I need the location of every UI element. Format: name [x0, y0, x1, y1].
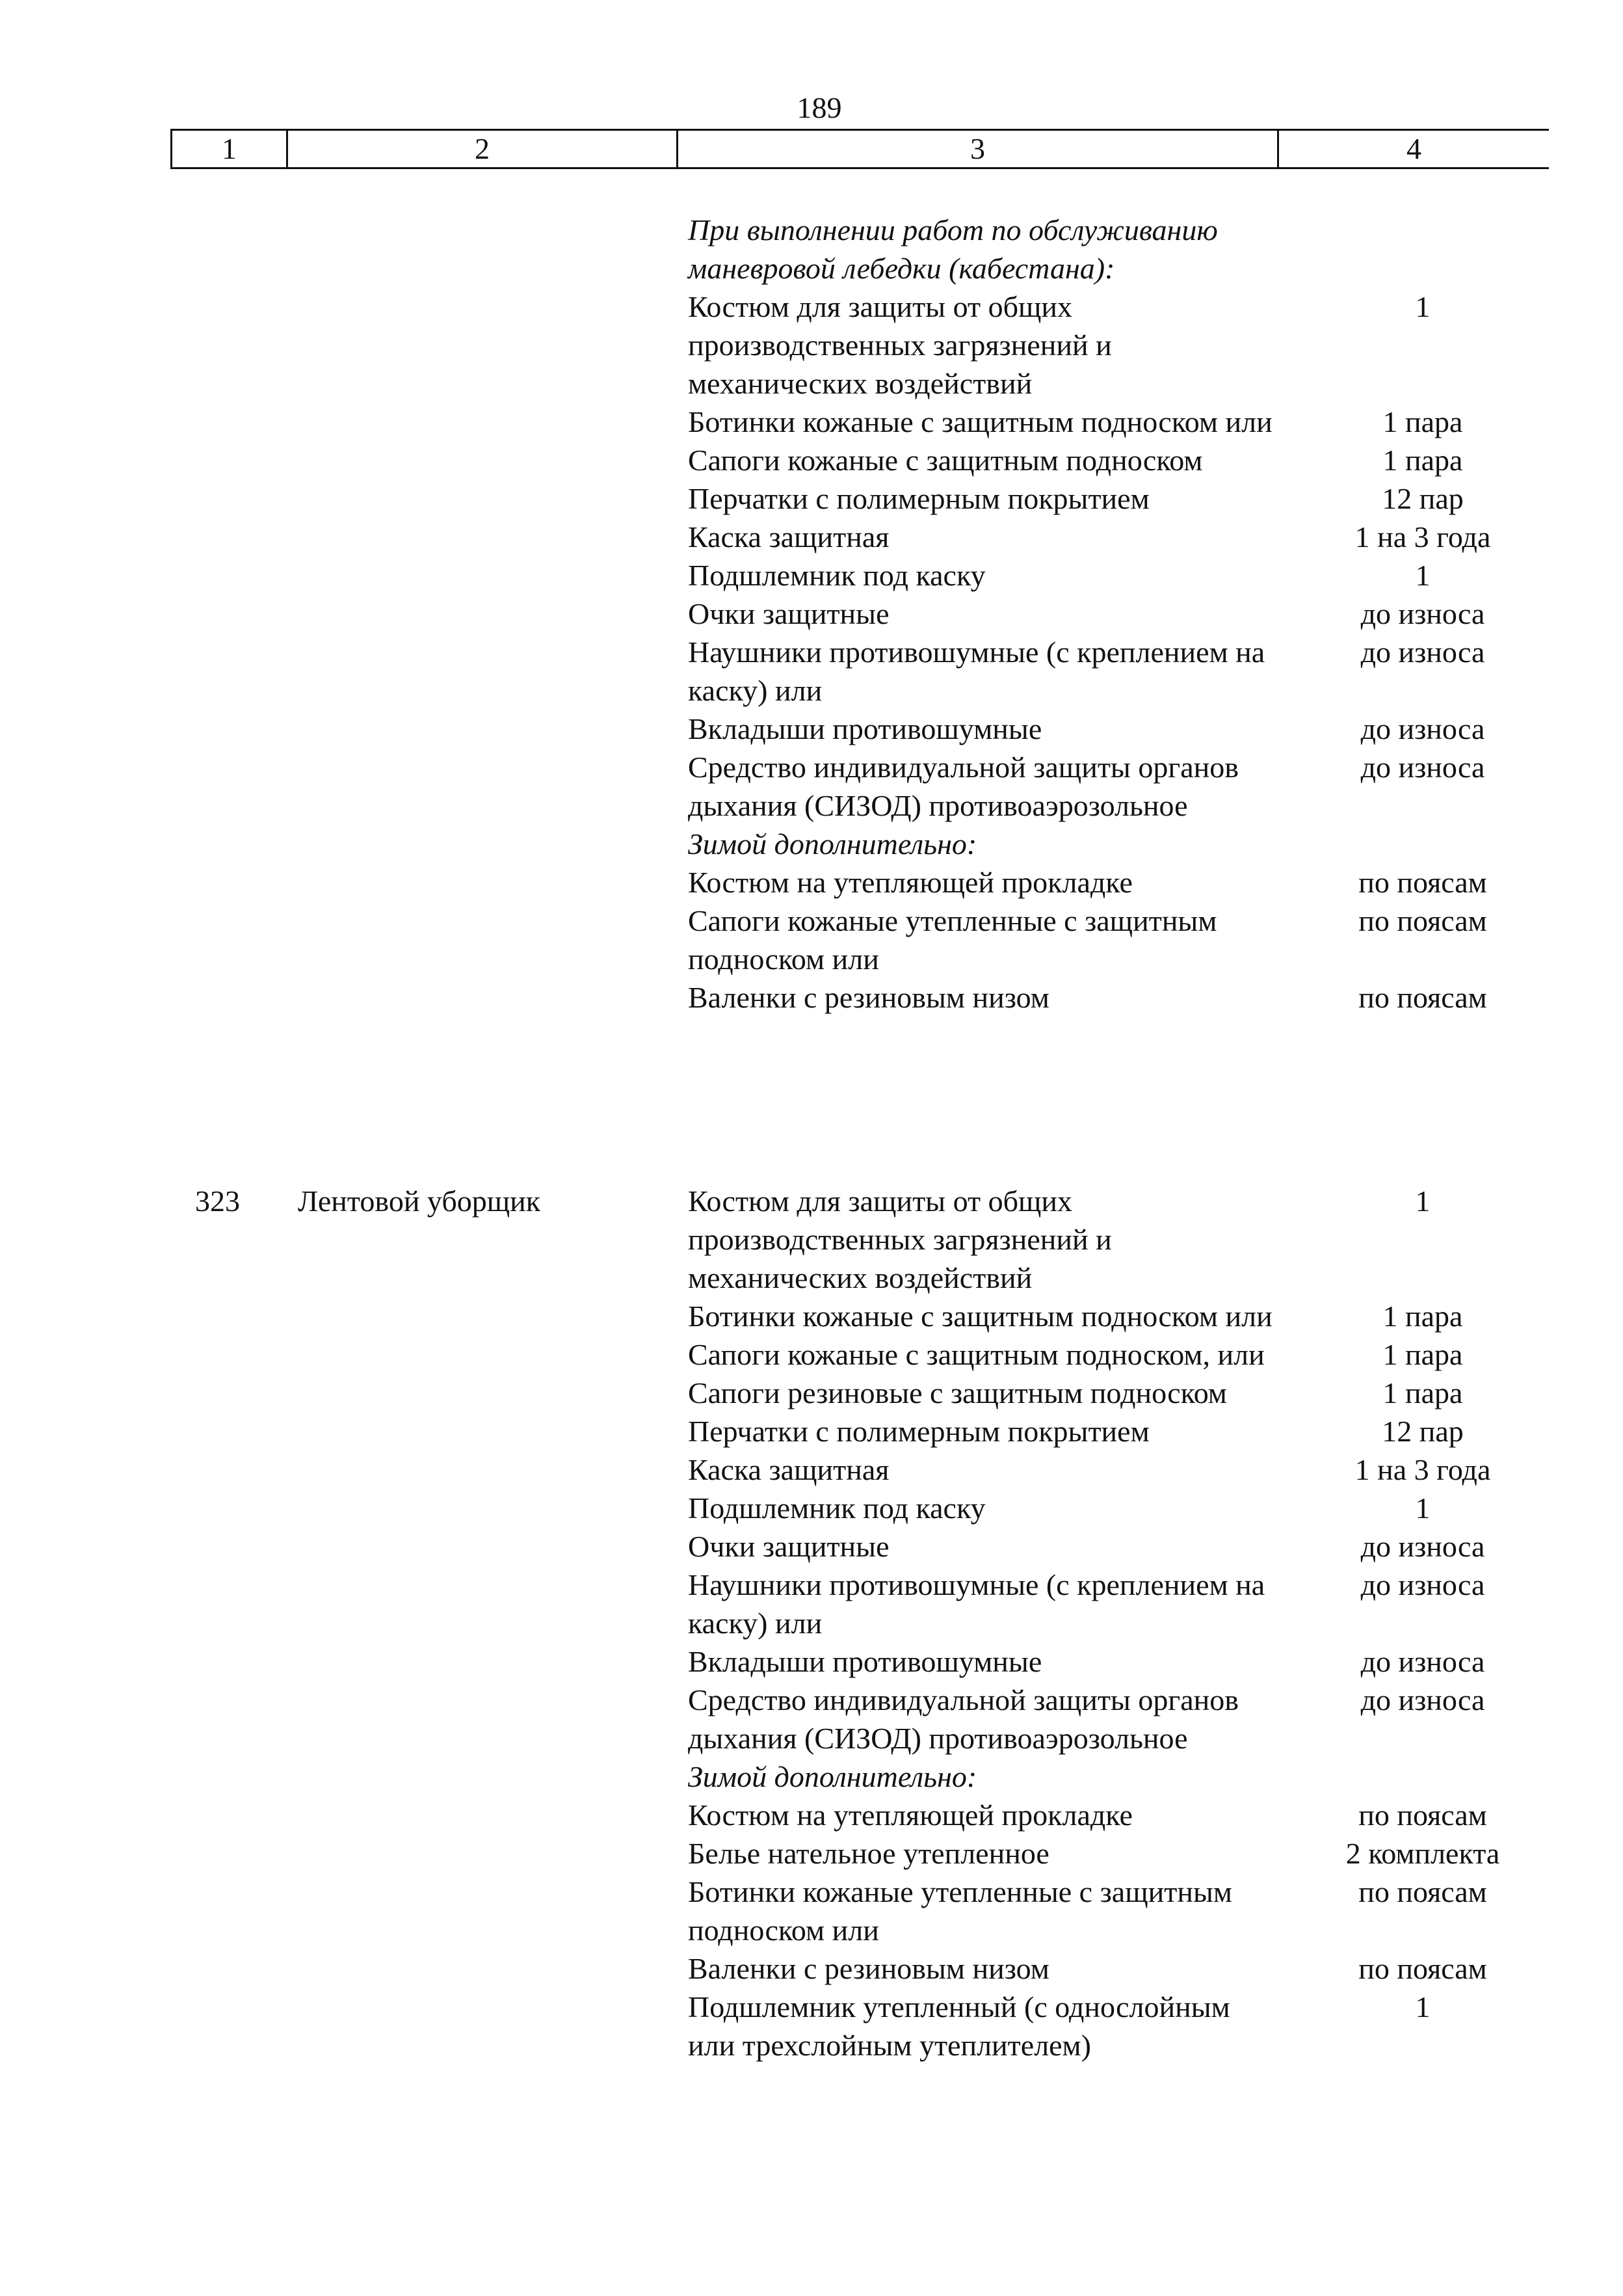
equipment-list: [688, 211, 1585, 1017]
equipment-row: [688, 1796, 1585, 1834]
equipment-name: Валенки с резиновым низом: [688, 981, 1049, 1014]
column-header-2: 2: [286, 131, 676, 167]
equipment-name: Подшлемник утепленный (с однослойным или трехслойным утеплителем): [688, 1990, 1230, 2062]
section-note: Зимой дополнительно:: [688, 1760, 977, 1793]
equipment-name: Костюм для защиты от общих производственных загрязнений и механических воздействий: [688, 290, 1112, 400]
equipment-norm: 1 на 3 года: [1354, 1453, 1491, 1486]
equipment-norm: 1 пара: [1382, 444, 1463, 477]
equipment-row: [688, 1873, 1585, 1949]
equipment-row: [688, 1412, 1585, 1450]
equipment-row: [688, 863, 1585, 901]
equipment-norm: по поясам: [1358, 1875, 1487, 1908]
equipment-norm: 2 комплекта: [1345, 1837, 1500, 1870]
job-title: Лентовой уборщик: [298, 1184, 541, 1218]
equipment-norm: до износа: [1360, 597, 1485, 630]
equipment-row: [688, 1681, 1585, 1757]
equipment-name: Сапоги кожаные утепленные с защитным подноском или: [688, 904, 1217, 976]
equipment-norm: 1 пара: [1382, 405, 1463, 438]
equipment-norm: до износа: [1360, 712, 1485, 745]
equipment-row: [688, 1527, 1585, 1566]
equipment-name: Белье нательное утепленное: [688, 1837, 1049, 1870]
equipment-row: [688, 1297, 1585, 1335]
page-number: 189: [797, 91, 842, 124]
equipment-row: [688, 1450, 1585, 1489]
column-header-3: 3: [676, 131, 1277, 167]
equipment-row: [688, 287, 1585, 403]
equipment-norm: 1: [1415, 1990, 1431, 2023]
equipment-name: Перчатки с полимерным покрытием: [688, 1415, 1150, 1448]
equipment-name: Сапоги резиновые с защитным подноском: [688, 1376, 1227, 1409]
equipment-name: Валенки с резиновым низом: [688, 1952, 1049, 1985]
equipment-name: Наушники противошумные (с креплением на каску) или: [688, 1568, 1265, 1640]
equipment-norm: до износа: [1360, 751, 1485, 784]
equipment-norm: 1: [1415, 1184, 1431, 1218]
equipment-name: Каска защитная: [688, 1453, 890, 1486]
section-note: При выполнении работ по обслуживанию маневровой лебедки (кабестана):: [688, 213, 1218, 285]
equipment-norm: 1 на 3 года: [1354, 520, 1491, 554]
equipment-row: [688, 518, 1585, 556]
equipment-norm: 1 пара: [1382, 1338, 1463, 1371]
equipment-row: [688, 1988, 1585, 2064]
equipment-name: Ботинки кожаные с защитным подноском или: [688, 405, 1273, 438]
equipment-name: Сапоги кожаные с защитным подноском, или: [688, 1338, 1265, 1371]
equipment-name: Подшлемник под каску: [688, 1491, 986, 1525]
equipment-list: [688, 1182, 1585, 2064]
equipment-norm: до износа: [1360, 1530, 1485, 1563]
equipment-norm: 1 пара: [1382, 1376, 1463, 1409]
equipment-name: Перчатки с полимерным покрытием: [688, 482, 1150, 515]
column-header-4: 4: [1277, 131, 1549, 167]
equipment-name: Костюм на утепляющей прокладке: [688, 866, 1133, 899]
equipment-row: [688, 748, 1585, 825]
equipment-row: [688, 556, 1585, 594]
equipment-name: Костюм на утепляющей прокладке: [688, 1798, 1133, 1832]
equipment-row: [688, 1489, 1585, 1527]
equipment-name: Подшлемник под каску: [688, 559, 986, 592]
equipment-name: Вкладыши противошумные: [688, 712, 1042, 745]
equipment-row: [688, 1834, 1585, 1873]
equipment-row: [688, 403, 1585, 441]
table-header-row: [170, 129, 1549, 169]
equipment-norm: 12 пар: [1382, 482, 1464, 515]
column-header-1: 1: [170, 131, 286, 167]
equipment-name: Костюм для защиты от общих производственных загрязнений и механических воздействий: [688, 1184, 1112, 1294]
equipment-norm: по поясам: [1358, 904, 1487, 937]
equipment-name: Вкладыши противошумные: [688, 1645, 1042, 1678]
equipment-row: [688, 1949, 1585, 1988]
equipment-norm: 1 пара: [1382, 1300, 1463, 1333]
equipment-norm: 1: [1415, 559, 1431, 592]
equipment-row: [688, 1374, 1585, 1412]
equipment-row: [688, 1642, 1585, 1681]
equipment-norm: 1: [1415, 1491, 1431, 1525]
equipment-norm: по поясам: [1358, 866, 1487, 899]
equipment-row: [688, 1566, 1585, 1642]
equipment-name: Ботинки кожаные с защитным подноском или: [688, 1300, 1273, 1333]
section-note: Зимой дополнительно:: [688, 827, 977, 861]
equipment-row: [688, 710, 1585, 748]
equipment-norm: 12 пар: [1382, 1415, 1464, 1448]
equipment-name: Каска защитная: [688, 520, 890, 554]
equipment-row: [688, 978, 1585, 1017]
equipment-norm: до износа: [1360, 1683, 1485, 1716]
equipment-row: [688, 479, 1585, 518]
equipment-norm: до износа: [1360, 1645, 1485, 1678]
equipment-name: Сапоги кожаные с защитным подноском: [688, 444, 1203, 477]
equipment-norm: до износа: [1360, 1568, 1485, 1601]
equipment-norm: по поясам: [1358, 981, 1487, 1014]
equipment-row: [688, 633, 1585, 710]
equipment-name: Средство индивидуальной защиты органов дыхания (СИЗОД) противоаэрозольное: [688, 751, 1239, 822]
equipment-name: Очки защитные: [688, 597, 890, 630]
equipment-row: [688, 441, 1585, 479]
equipment-norm: по поясам: [1358, 1952, 1487, 1985]
equipment-name: Наушники противошумные (с креплением на каску) или: [688, 635, 1265, 707]
equipment-row: [688, 1335, 1585, 1374]
equipment-name: Очки защитные: [688, 1530, 890, 1563]
equipment-row: [688, 594, 1585, 633]
equipment-name: Ботинки кожаные утепленные с защитным подноском или: [688, 1875, 1232, 1947]
equipment-norm: по поясам: [1358, 1798, 1487, 1832]
equipment-name: Средство индивидуальной защиты органов дыхания (СИЗОД) противоаэрозольное: [688, 1683, 1239, 1755]
equipment-norm: 1: [1415, 290, 1431, 323]
equipment-row: [688, 1182, 1585, 1297]
equipment-norm: до износа: [1360, 635, 1485, 669]
row-number: 323: [195, 1184, 240, 1218]
equipment-row: [688, 901, 1585, 978]
